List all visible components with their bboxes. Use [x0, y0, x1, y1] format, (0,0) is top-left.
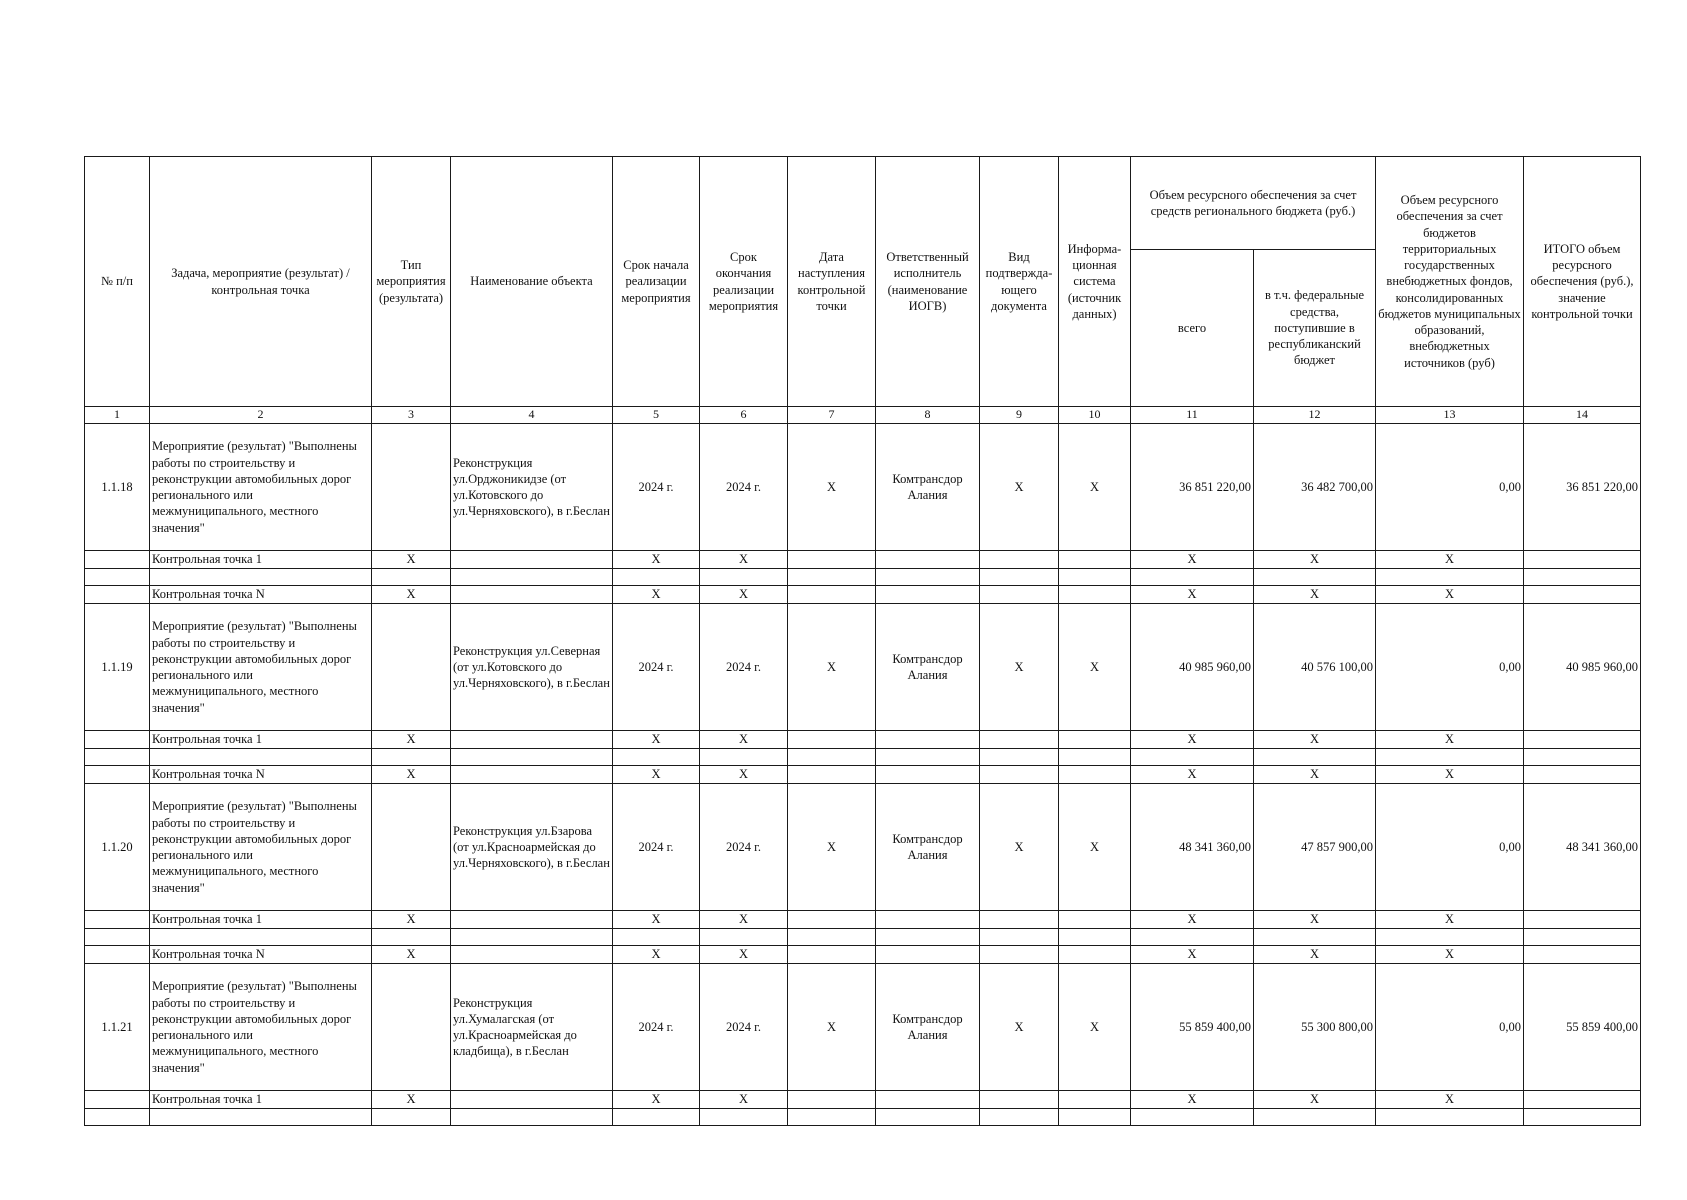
row-regional-federal: 36 482 700,00	[1254, 424, 1376, 551]
cp-doc-cell	[980, 911, 1059, 929]
cp-other: X	[1376, 1091, 1524, 1109]
cp-end: X	[700, 946, 788, 964]
cp-regional-federal: X	[1254, 731, 1376, 749]
col-number: 3	[372, 407, 451, 424]
empty-cell	[85, 1109, 150, 1126]
col-number: 11	[1131, 407, 1254, 424]
empty-cell	[1254, 1109, 1376, 1126]
cp-end: X	[700, 586, 788, 604]
row-other: 0,00	[1376, 604, 1524, 731]
header-task: Задача, мероприятие (результат) / контрольная точка	[150, 157, 372, 407]
empty-row	[85, 1109, 1641, 1126]
row-object: Реконструкция ул.Орджоникидзе (от ул.Котовского до ул.Черняховского), в г.Беслан	[451, 424, 613, 551]
header-doc: Вид подтвержда-ющего документа	[980, 157, 1059, 407]
empty-cell	[1254, 929, 1376, 946]
empty-cell	[876, 1109, 980, 1126]
empty-cell	[788, 929, 876, 946]
cp-executor-cell	[876, 1091, 980, 1109]
cp-regional-total: X	[1131, 551, 1254, 569]
row-start: 2024 г.	[613, 964, 700, 1091]
cp-label: Контрольная точка N	[150, 766, 372, 784]
cp-regional-total: X	[1131, 731, 1254, 749]
col-number: 10	[1059, 407, 1131, 424]
measure-row	[85, 424, 1641, 551]
row-object: Реконструкция ул.Хумалагская (от ул.Красноармейская до кладбища), в г.Беслан	[451, 964, 613, 1091]
cp-executor-cell	[876, 551, 980, 569]
cp-info-cell	[1059, 766, 1131, 784]
cp-other: X	[1376, 911, 1524, 929]
cp-label: Контрольная точка 1	[150, 731, 372, 749]
row-cp-date: X	[788, 964, 876, 1091]
control-point-row	[85, 766, 1641, 784]
cp-regional-federal: X	[1254, 1091, 1376, 1109]
cp-num-cell	[85, 1091, 150, 1109]
cp-doc-cell	[980, 1091, 1059, 1109]
row-executor: Комтрансдор Алания	[876, 964, 980, 1091]
cp-executor-cell	[876, 731, 980, 749]
row-cp-date: X	[788, 424, 876, 551]
cp-label: Контрольная точка N	[150, 586, 372, 604]
cp-total-cell	[1524, 911, 1641, 929]
cp-info-cell	[1059, 731, 1131, 749]
empty-cell	[1524, 929, 1641, 946]
row-type	[372, 604, 451, 731]
row-type	[372, 784, 451, 911]
col-number: 9	[980, 407, 1059, 424]
cp-start: X	[613, 946, 700, 964]
cp-other: X	[1376, 586, 1524, 604]
row-task: Мероприятие (результат) "Выполнены работы по строительству и реконструкции автомобильных дорог регионального или межмуниципального, местного значения"	[150, 604, 372, 731]
row-task: Мероприятие (результат) "Выполнены работы по строительству и реконструкции автомобильных дорог регионального или межмуниципального, местного значения"	[150, 424, 372, 551]
row-object: Реконструкция ул.Северная (от ул.Котовского до ул.Черняховского), в г.Беслан	[451, 604, 613, 731]
row-start: 2024 г.	[613, 784, 700, 911]
cp-num-cell	[85, 911, 150, 929]
empty-cell	[613, 569, 700, 586]
row-cp-date: X	[788, 784, 876, 911]
empty-cell	[1376, 569, 1524, 586]
row-end: 2024 г.	[700, 784, 788, 911]
cp-num-cell	[85, 551, 150, 569]
row-object: Реконструкция ул.Бзарова (от ул.Красноармейская до ул.Черняховского), в г.Беслан	[451, 784, 613, 911]
row-info: X	[1059, 784, 1131, 911]
cp-regional-total: X	[1131, 1091, 1254, 1109]
header-total: ИТОГО объем ресурсного обеспечения (руб.), значение контрольной точки	[1524, 157, 1641, 407]
header-info: Информа-ционная система (источник данных)	[1059, 157, 1131, 407]
row-type	[372, 424, 451, 551]
empty-cell	[700, 749, 788, 766]
empty-cell	[451, 749, 613, 766]
empty-cell	[1254, 749, 1376, 766]
empty-cell	[372, 749, 451, 766]
cp-object-cell	[451, 946, 613, 964]
cp-end: X	[700, 1091, 788, 1109]
header-start: Срок начала реализации мероприятия	[613, 157, 700, 407]
measure-row	[85, 604, 1641, 731]
cp-regional-federal: X	[1254, 946, 1376, 964]
cp-executor-cell	[876, 766, 980, 784]
cp-date-cell	[788, 766, 876, 784]
col-number: 2	[150, 407, 372, 424]
cp-object-cell	[451, 551, 613, 569]
empty-cell	[700, 569, 788, 586]
control-point-row	[85, 586, 1641, 604]
cp-regional-federal: X	[1254, 766, 1376, 784]
empty-cell	[1131, 749, 1254, 766]
cp-total-cell	[1524, 731, 1641, 749]
empty-cell	[451, 1109, 613, 1126]
cp-regional-federal: X	[1254, 586, 1376, 604]
empty-cell	[150, 929, 372, 946]
row-end: 2024 г.	[700, 604, 788, 731]
cp-info-cell	[1059, 946, 1131, 964]
row-total: 36 851 220,00	[1524, 424, 1641, 551]
row-regional-total: 55 859 400,00	[1131, 964, 1254, 1091]
cp-object-cell	[451, 766, 613, 784]
cp-start: X	[613, 731, 700, 749]
row-task: Мероприятие (результат) "Выполнены работы по строительству и реконструкции автомобильных дорог регионального или межмуниципального, местного значения"	[150, 784, 372, 911]
header-type: Тип мероприятия (результата)	[372, 157, 451, 407]
row-info: X	[1059, 964, 1131, 1091]
empty-cell	[451, 929, 613, 946]
row-num: 1.1.19	[85, 604, 150, 731]
empty-cell	[980, 749, 1059, 766]
measure-row	[85, 964, 1641, 1091]
empty-cell	[613, 749, 700, 766]
cp-object-cell	[451, 586, 613, 604]
empty-cell	[451, 569, 613, 586]
cp-object-cell	[451, 1091, 613, 1109]
cp-regional-total: X	[1131, 946, 1254, 964]
empty-cell	[372, 929, 451, 946]
cp-other: X	[1376, 731, 1524, 749]
empty-cell	[1524, 569, 1641, 586]
cp-end: X	[700, 551, 788, 569]
header-cp-date: Дата наступления контрольной точки	[788, 157, 876, 407]
cp-doc-cell	[980, 946, 1059, 964]
row-info: X	[1059, 424, 1131, 551]
cp-start: X	[613, 586, 700, 604]
cp-doc-cell	[980, 731, 1059, 749]
empty-cell	[150, 1109, 372, 1126]
empty-cell	[1376, 749, 1524, 766]
cp-start: X	[613, 911, 700, 929]
empty-cell	[1376, 929, 1524, 946]
row-info: X	[1059, 604, 1131, 731]
row-start: 2024 г.	[613, 424, 700, 551]
empty-cell	[980, 929, 1059, 946]
cp-num-cell	[85, 766, 150, 784]
empty-cell	[788, 569, 876, 586]
col-number: 6	[700, 407, 788, 424]
cp-start: X	[613, 766, 700, 784]
cp-total-cell	[1524, 766, 1641, 784]
cp-regional-total: X	[1131, 911, 1254, 929]
empty-cell	[613, 929, 700, 946]
empty-cell	[372, 569, 451, 586]
row-end: 2024 г.	[700, 964, 788, 1091]
row-executor: Комтрансдор Алания	[876, 604, 980, 731]
cp-other: X	[1376, 551, 1524, 569]
cp-date-cell	[788, 911, 876, 929]
cp-date-cell	[788, 946, 876, 964]
row-doc: X	[980, 964, 1059, 1091]
row-total: 55 859 400,00	[1524, 964, 1641, 1091]
empty-cell	[980, 569, 1059, 586]
row-total: 40 985 960,00	[1524, 604, 1641, 731]
control-point-row	[85, 731, 1641, 749]
cp-end: X	[700, 731, 788, 749]
cp-regional-total: X	[1131, 766, 1254, 784]
row-doc: X	[980, 604, 1059, 731]
cp-total-cell	[1524, 1091, 1641, 1109]
cp-date-cell	[788, 731, 876, 749]
empty-cell	[372, 1109, 451, 1126]
cp-other: X	[1376, 766, 1524, 784]
cp-label: Контрольная точка 1	[150, 911, 372, 929]
empty-cell	[876, 749, 980, 766]
empty-row	[85, 569, 1641, 586]
row-other: 0,00	[1376, 784, 1524, 911]
cp-type: X	[372, 731, 451, 749]
row-task: Мероприятие (результат) "Выполнены работы по строительству и реконструкции автомобильных дорог регионального или межмуниципального, местного значения"	[150, 964, 372, 1091]
header-executor: Ответственный исполнитель (наименование ИОГВ)	[876, 157, 980, 407]
row-cp-date: X	[788, 604, 876, 731]
cp-end: X	[700, 911, 788, 929]
empty-cell	[788, 749, 876, 766]
table-body	[85, 407, 1641, 1126]
empty-cell	[876, 569, 980, 586]
cp-info-cell	[1059, 586, 1131, 604]
cp-doc-cell	[980, 766, 1059, 784]
empty-cell	[876, 929, 980, 946]
cp-type: X	[372, 551, 451, 569]
row-type	[372, 964, 451, 1091]
cp-type: X	[372, 586, 451, 604]
row-regional-total: 36 851 220,00	[1131, 424, 1254, 551]
header-other: Объем ресурсного обеспечения за счет бюджетов территориальных государственных внебюджетных фондов, консолидированных бюджетов муниципальных образований, внебюджетных источников (руб)	[1376, 157, 1524, 407]
row-num: 1.1.21	[85, 964, 150, 1091]
cp-info-cell	[1059, 1091, 1131, 1109]
column-numbers-row	[85, 407, 1641, 424]
control-point-row	[85, 1091, 1641, 1109]
row-total: 48 341 360,00	[1524, 784, 1641, 911]
empty-cell	[700, 929, 788, 946]
empty-cell	[1059, 569, 1131, 586]
empty-cell	[1254, 569, 1376, 586]
row-end: 2024 г.	[700, 424, 788, 551]
measure-row	[85, 784, 1641, 911]
empty-cell	[1131, 569, 1254, 586]
cp-date-cell	[788, 586, 876, 604]
cp-info-cell	[1059, 911, 1131, 929]
control-point-row	[85, 551, 1641, 569]
row-regional-total: 40 985 960,00	[1131, 604, 1254, 731]
cp-total-cell	[1524, 551, 1641, 569]
cp-other: X	[1376, 946, 1524, 964]
col-number: 7	[788, 407, 876, 424]
cp-object-cell	[451, 731, 613, 749]
cp-label: Контрольная точка 1	[150, 551, 372, 569]
row-other: 0,00	[1376, 964, 1524, 1091]
row-doc: X	[980, 424, 1059, 551]
empty-cell	[1059, 749, 1131, 766]
cp-doc-cell	[980, 551, 1059, 569]
cp-regional-federal: X	[1254, 551, 1376, 569]
cp-start: X	[613, 551, 700, 569]
col-number: 5	[613, 407, 700, 424]
row-regional-federal: 40 576 100,00	[1254, 604, 1376, 731]
cp-executor-cell	[876, 586, 980, 604]
cp-num-cell	[85, 946, 150, 964]
col-number: 12	[1254, 407, 1376, 424]
cp-regional-total: X	[1131, 586, 1254, 604]
empty-cell	[85, 749, 150, 766]
cp-executor-cell	[876, 946, 980, 964]
control-point-row	[85, 946, 1641, 964]
table-header	[85, 157, 1641, 407]
row-regional-federal: 55 300 800,00	[1254, 964, 1376, 1091]
empty-cell	[700, 1109, 788, 1126]
row-regional-federal: 47 857 900,00	[1254, 784, 1376, 911]
cp-type: X	[372, 766, 451, 784]
empty-cell	[1059, 1109, 1131, 1126]
empty-cell	[150, 569, 372, 586]
cp-type: X	[372, 911, 451, 929]
cp-info-cell	[1059, 551, 1131, 569]
header-regional-total: всего	[1131, 250, 1254, 407]
empty-cell	[613, 1109, 700, 1126]
cp-type: X	[372, 946, 451, 964]
cp-regional-federal: X	[1254, 911, 1376, 929]
row-executor: Комтрансдор Алания	[876, 424, 980, 551]
row-num: 1.1.20	[85, 784, 150, 911]
control-point-row	[85, 911, 1641, 929]
empty-cell	[85, 569, 150, 586]
cp-start: X	[613, 1091, 700, 1109]
cp-num-cell	[85, 731, 150, 749]
row-other: 0,00	[1376, 424, 1524, 551]
row-num: 1.1.18	[85, 424, 150, 551]
cp-total-cell	[1524, 586, 1641, 604]
empty-cell	[1524, 749, 1641, 766]
cp-object-cell	[451, 911, 613, 929]
header-regional-federal: в т.ч. федеральные средства, поступившие в республиканский бюджет	[1254, 250, 1376, 407]
resource-table	[84, 156, 1641, 1126]
row-regional-total: 48 341 360,00	[1131, 784, 1254, 911]
cp-doc-cell	[980, 586, 1059, 604]
cp-date-cell	[788, 551, 876, 569]
col-number: 1	[85, 407, 150, 424]
header-regional: Объем ресурсного обеспечения за счет средств регионального бюджета (руб.)	[1131, 157, 1376, 250]
empty-cell	[1131, 929, 1254, 946]
cp-label: Контрольная точка N	[150, 946, 372, 964]
cp-end: X	[700, 766, 788, 784]
cp-total-cell	[1524, 946, 1641, 964]
empty-cell	[1376, 1109, 1524, 1126]
empty-row	[85, 749, 1641, 766]
header-num: № п/п	[85, 157, 150, 407]
cp-date-cell	[788, 1091, 876, 1109]
col-number: 14	[1524, 407, 1641, 424]
empty-cell	[1131, 1109, 1254, 1126]
col-number: 4	[451, 407, 613, 424]
empty-cell	[1524, 1109, 1641, 1126]
empty-row	[85, 929, 1641, 946]
row-executor: Комтрансдор Алания	[876, 784, 980, 911]
cp-num-cell	[85, 586, 150, 604]
empty-cell	[788, 1109, 876, 1126]
col-number: 8	[876, 407, 980, 424]
row-doc: X	[980, 784, 1059, 911]
header-end: Срок окончания реализации мероприятия	[700, 157, 788, 407]
col-number: 13	[1376, 407, 1524, 424]
empty-cell	[980, 1109, 1059, 1126]
empty-cell	[150, 749, 372, 766]
cp-type: X	[372, 1091, 451, 1109]
empty-cell	[1059, 929, 1131, 946]
cp-label: Контрольная точка 1	[150, 1091, 372, 1109]
header-object: Наименование объекта	[451, 157, 613, 407]
row-start: 2024 г.	[613, 604, 700, 731]
empty-cell	[85, 929, 150, 946]
cp-executor-cell	[876, 911, 980, 929]
